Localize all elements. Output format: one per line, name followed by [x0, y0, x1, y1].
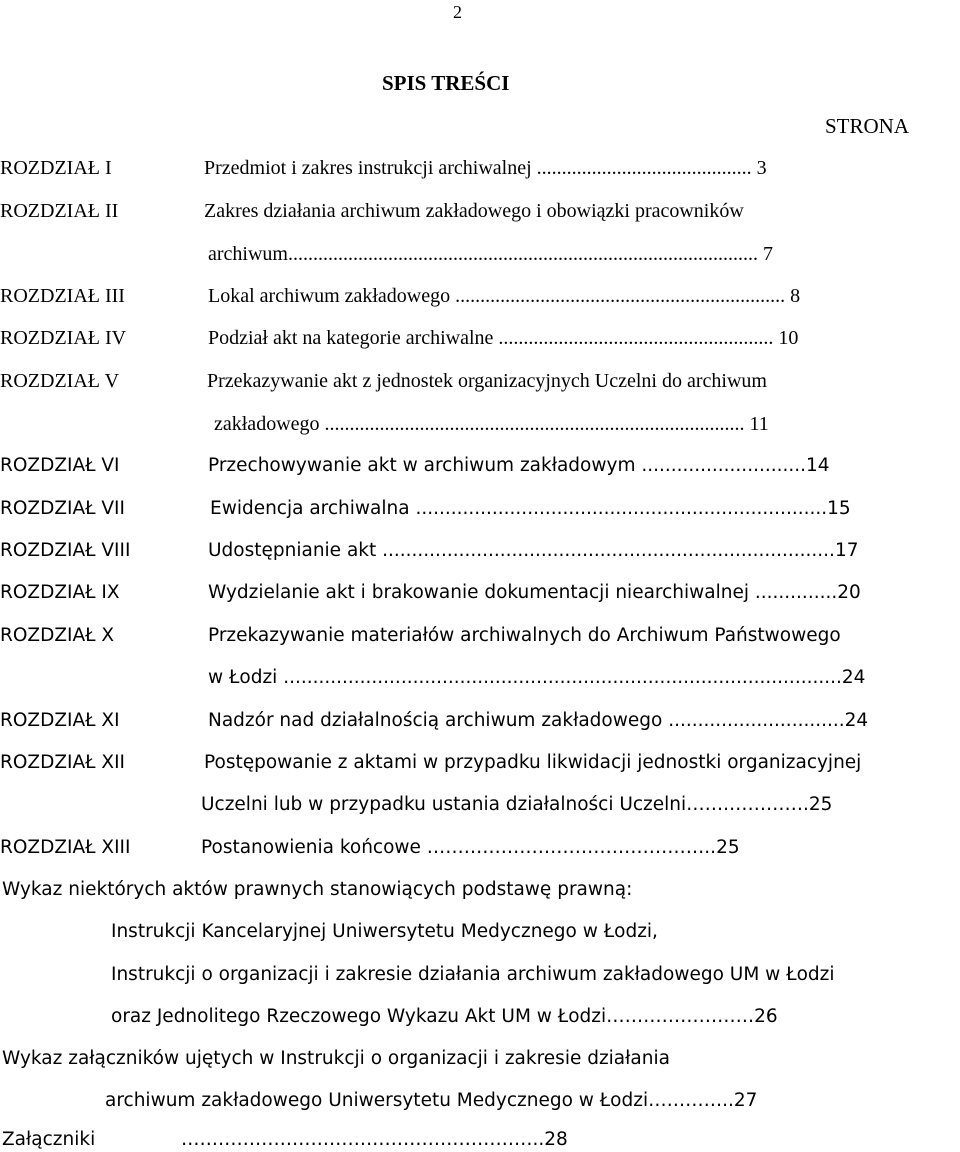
attachments-label: Załączniki [2, 1129, 96, 1150]
chapter-entry: Przekazywanie materiałów archiwalnych do Archiwum Państwowego [208, 625, 841, 646]
page-column-header: STRONA [825, 114, 910, 138]
chapter-entry: Ewidencja archiwalna ......................................................................15 [210, 498, 851, 519]
chapter-label: ROZDZIAŁ XII [0, 752, 125, 773]
chapter-entry: Przekazywanie akt z jednostek organizacyjnych Uczelni do archiwum [207, 370, 767, 392]
chapter-label: ROZDZIAŁ IV [0, 327, 127, 349]
chapter-entry: Przedmiot i zakres instrukcji archiwalnej ........................................... 3 [204, 157, 767, 179]
chapter-entry: Postępowanie z aktami w przypadku likwidacji jednostki organizacyjnej [204, 752, 862, 773]
chapter-entry: Lokal archiwum zakładowego .................................................................. 8 [208, 285, 801, 307]
page-title: SPIS TREŚCI [382, 71, 510, 95]
chapter-label: ROZDZIAŁ VI [0, 455, 120, 476]
page-number: 2 [453, 2, 462, 22]
chapter-label: ROZDZIAŁ XIII [0, 837, 131, 858]
chapter-entry: Zakres działania archiwum zakładowego i obowiązki pracowników [204, 200, 744, 222]
chapter-label: ROZDZIAŁ X [0, 625, 115, 646]
legal-act-line: oraz Jednolitego Rzeczowego Wykazu Akt UM w Łodzi……………………26 [111, 1006, 778, 1027]
chapter-entry-continuation: zakładowego .................................................................................... 11 [214, 413, 769, 435]
legal-acts-heading: Wykaz niektórych aktów prawnych stanowiących podstawę prawną: [2, 879, 633, 900]
chapter-label: ROZDZIAŁ I [0, 157, 112, 179]
chapter-entry-continuation: w Łodzi ...............................................................................................24 [208, 667, 866, 688]
chapter-entry: Nadzór nad działalnością archiwum zakładowego ..............................24 [208, 710, 869, 731]
chapter-entry-continuation: archiwum.............................................................................................. 7 [208, 243, 773, 265]
attachments-leader: …………………………………………………..28 [181, 1129, 568, 1150]
legal-act-line: Instrukcji o organizacji i zakresie działania archiwum zakładowego UM w Łodzi [111, 964, 835, 985]
chapter-label: ROZDZIAŁ III [0, 285, 125, 307]
legal-act-line: Instrukcji Kancelaryjnej Uniwersytetu Medycznego w Łodzi, [111, 921, 658, 942]
chapter-label: ROZDZIAŁ XI [0, 710, 120, 731]
chapter-entry: Postanowienia końcowe ………………………………………..25 [201, 837, 740, 858]
chapter-label: ROZDZIAŁ VII [0, 498, 125, 519]
attachments-list-line: archiwum zakładowego Uniwersytetu Medycznego w Łodzi…………..27 [105, 1090, 758, 1111]
chapter-label: ROZDZIAŁ II [0, 200, 119, 222]
chapter-label: ROZDZIAŁ V [0, 370, 120, 392]
chapter-label: ROZDZIAŁ VIII [0, 540, 131, 561]
chapter-entry: Wydzielanie akt i brakowanie dokumentacji niearchiwalnej ..............20 [208, 582, 861, 603]
attachments-list-heading: Wykaz załączników ujętych w Instrukcji o organizacji i zakresie działania [2, 1048, 670, 1069]
chapter-entry-continuation: Uczelni lub w przypadku ustania działalności Uczelni…….………….25 [201, 794, 833, 815]
chapter-label: ROZDZIAŁ IX [0, 582, 120, 603]
chapter-entry: Podział akt na kategorie archiwalne ....................................................... 10 [208, 327, 799, 349]
chapter-entry: Przechowywanie akt w archiwum zakładowym ............................14 [208, 455, 830, 476]
chapter-entry: Udostępnianie akt .............................................................................17 [208, 540, 859, 561]
